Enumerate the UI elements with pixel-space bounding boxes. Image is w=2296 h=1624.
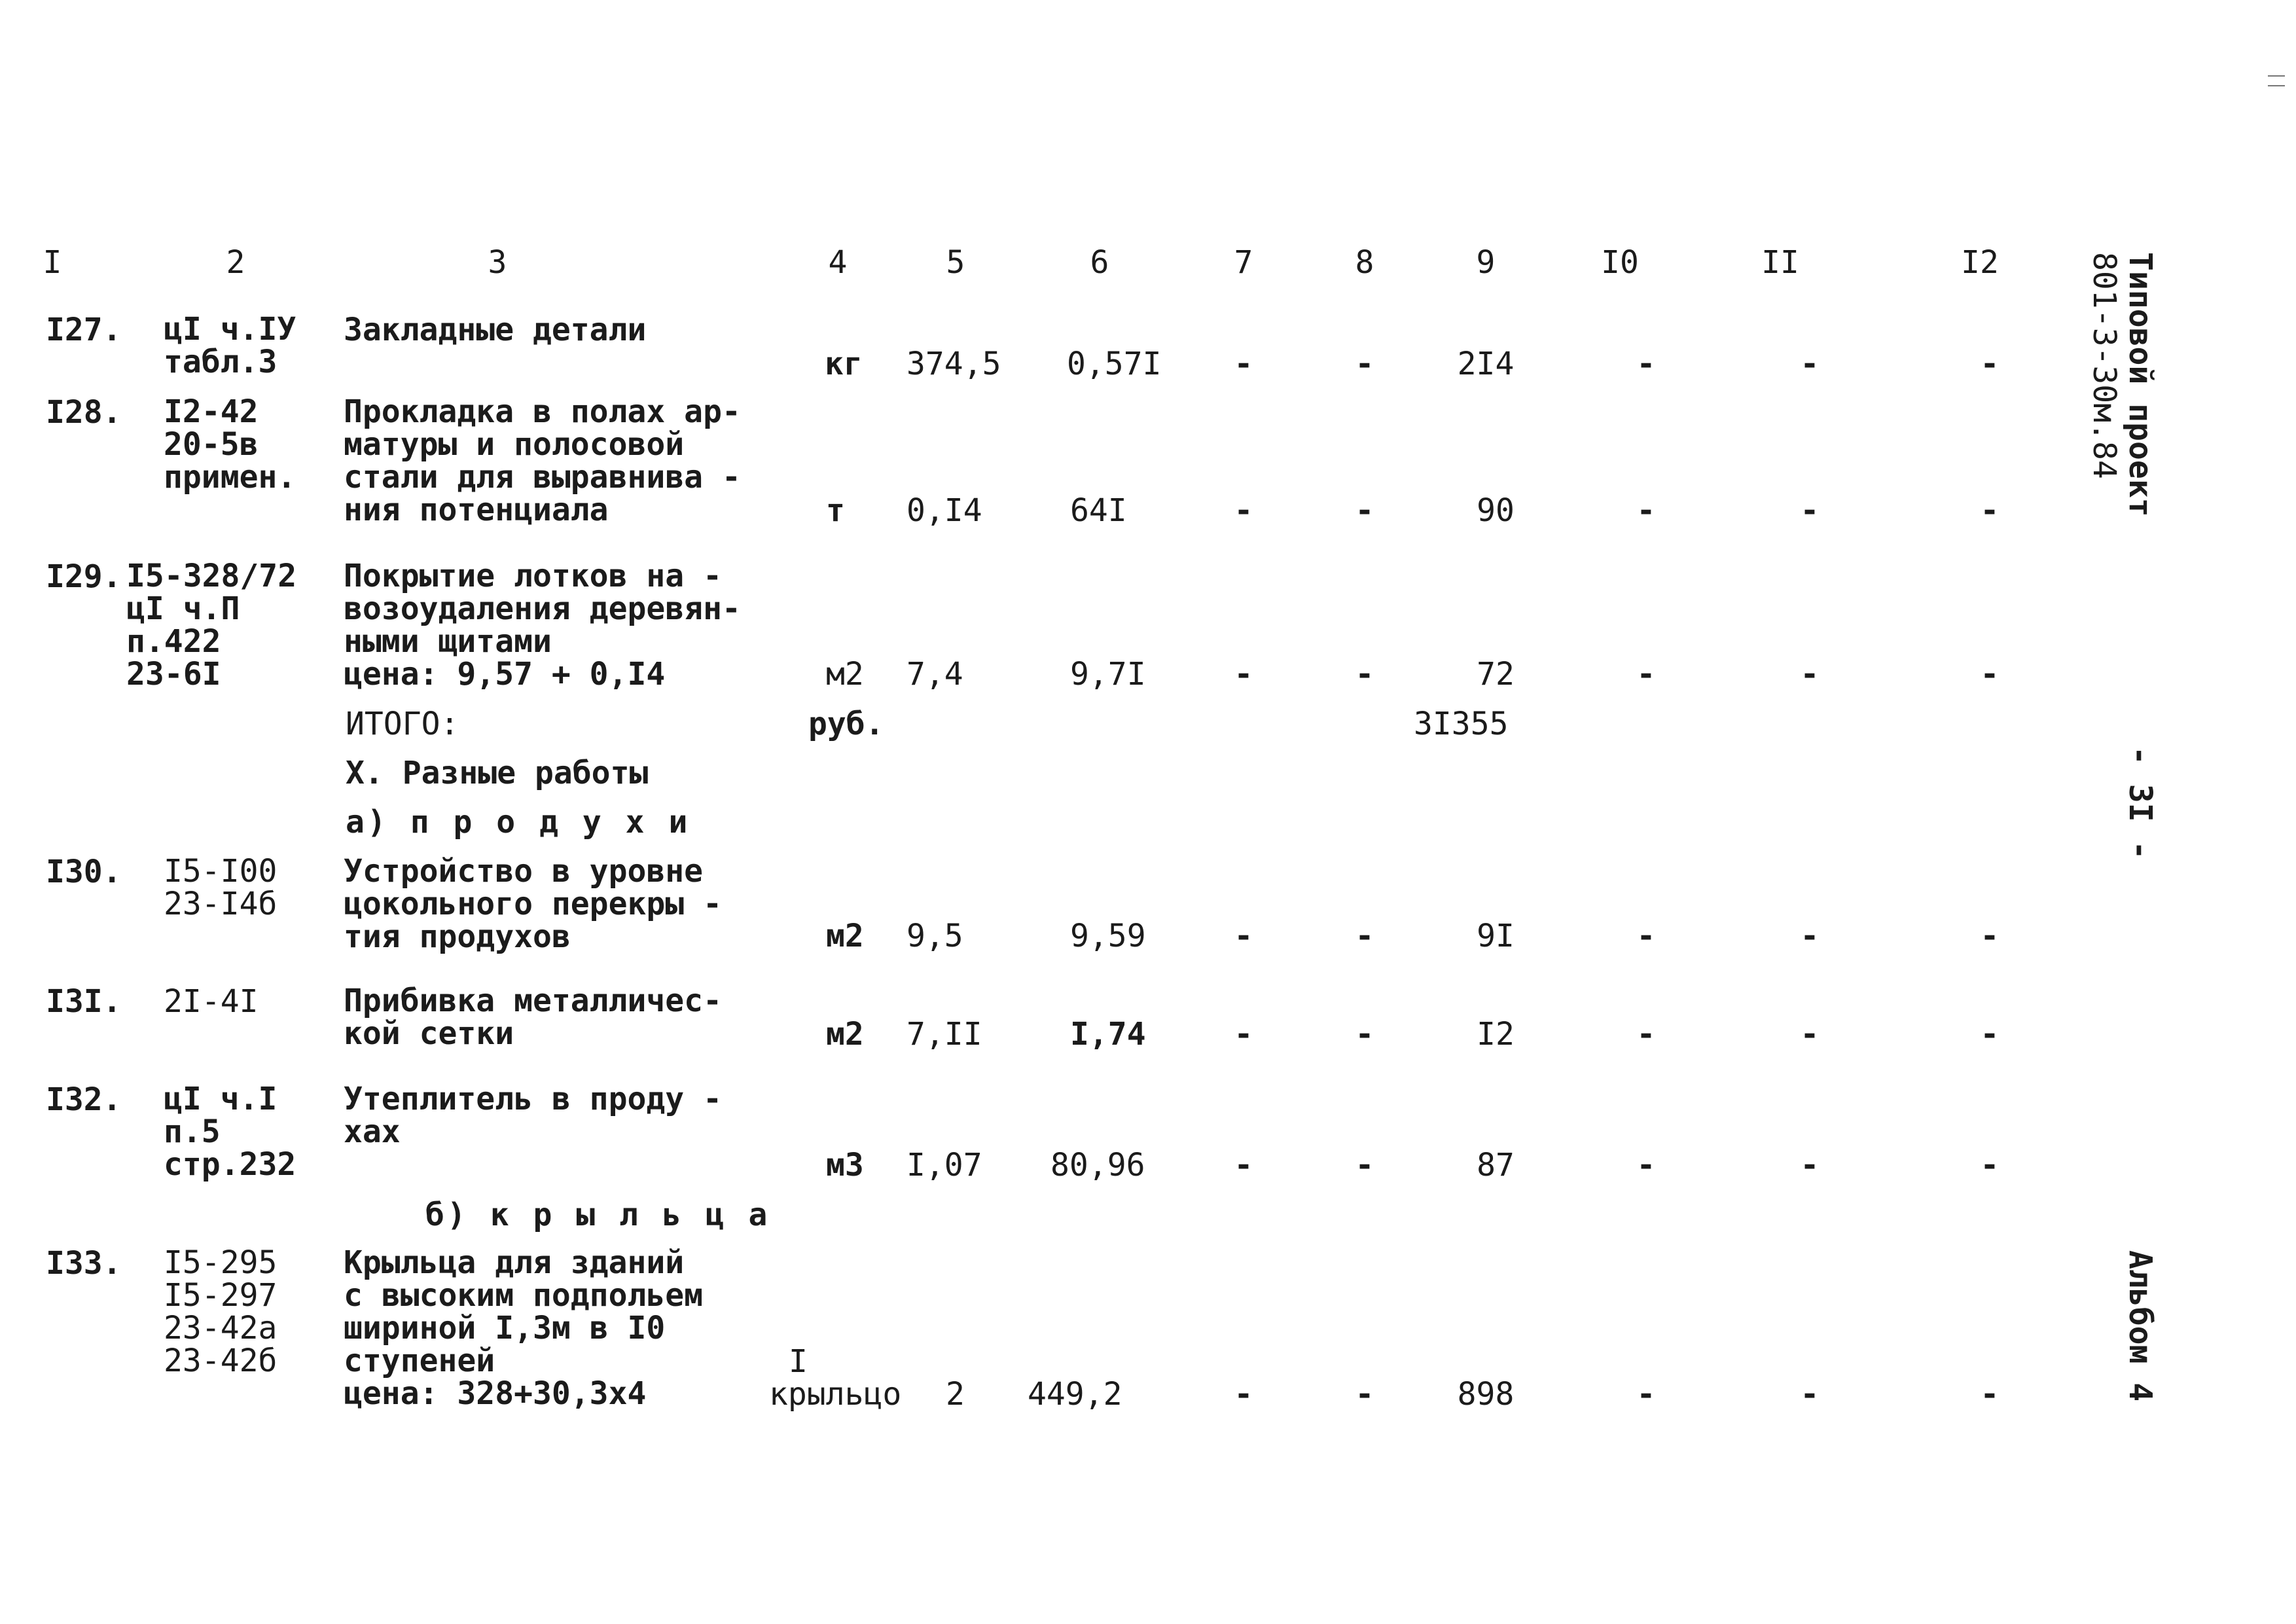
row-quantity: I,07 <box>906 1147 982 1183</box>
row-col7: - <box>1234 346 1253 382</box>
row-col8: - <box>1355 918 1374 954</box>
row-total: 2I4 <box>1457 346 1515 382</box>
row-code: I5-I00 23-I4б <box>164 853 278 922</box>
row-code: цI ч.IУ табл.3 <box>164 311 296 380</box>
row-number: I32. <box>46 1081 122 1118</box>
row-col12: - <box>1980 918 2000 954</box>
row-unit: кг <box>825 346 863 382</box>
row-col10: - <box>1636 1147 1656 1183</box>
row-description: Прокладка в полах ар- матуры и полосовой стали для выравнива - ния потенциала <box>344 393 741 528</box>
header-col-5: 5 <box>946 244 965 281</box>
row-col8: - <box>1355 656 1374 693</box>
row-col12: - <box>1980 1147 2000 1183</box>
row-col7: - <box>1234 1016 1253 1053</box>
row-description: Закладные детали <box>344 312 647 348</box>
page-number: - 3I - <box>2122 746 2159 860</box>
row-col10: - <box>1636 492 1656 529</box>
row-description: Покрытие лотков на - возоудаления деревян- ными щитами цена: 9,57 + 0,I4 <box>344 558 741 693</box>
row-quantity: 2 <box>946 1376 965 1413</box>
row-col7: - <box>1234 1147 1253 1183</box>
row-unit: м3 <box>826 1147 864 1183</box>
row-col12: - <box>1980 346 2000 382</box>
row-col10: - <box>1636 1016 1656 1053</box>
row-col12: - <box>1980 1016 2000 1053</box>
subsection-heading: а) п р о д у х и <box>346 804 691 840</box>
row-total: 9I <box>1477 918 1515 954</box>
row-col8: - <box>1355 346 1374 382</box>
row-code: I2-42 20-5в примен. <box>164 393 296 496</box>
row-col10: - <box>1636 1376 1656 1413</box>
header-col-12: I2 <box>1961 244 1999 281</box>
row-description: Устройство в уровне цокольного перекры - тия продухов <box>344 853 722 955</box>
row-number: I3I. <box>46 983 122 1020</box>
row-quantity: 7,4 <box>906 656 963 693</box>
row-unit: м2 <box>826 1016 864 1053</box>
row-col12: - <box>1980 1376 2000 1413</box>
row-description: Утеплитель в проду - хах <box>344 1081 722 1150</box>
row-description: Крыльца для зданий с высоким подпольем шириной I,3м в I0 ступеней цена: 328+30,3х4 <box>344 1244 704 1412</box>
row-code: цI ч.I п.5 стр.232 <box>164 1081 296 1183</box>
row-col11: - <box>1800 492 1820 529</box>
total-value: 3I355 <box>1414 706 1509 742</box>
header-col-11: II <box>1761 244 1799 281</box>
row-col7: - <box>1234 918 1253 954</box>
row-total: 72 <box>1477 656 1515 693</box>
row-col7: - <box>1234 656 1253 693</box>
row-unit-price: 9,7I <box>1070 656 1146 693</box>
row-unit-count: I <box>789 1343 808 1380</box>
row-total: 898 <box>1457 1376 1515 1413</box>
row-unit-price: 80,96 <box>1050 1147 1145 1183</box>
subsection-heading: б) к р ы л ь ц а <box>425 1197 770 1233</box>
row-total: I2 <box>1477 1016 1515 1053</box>
album-label: Альбом 4 <box>2122 1250 2159 1402</box>
row-number: I27. <box>46 312 122 348</box>
row-quantity: 374,5 <box>906 346 1001 382</box>
row-number: I29. <box>46 558 122 595</box>
row-unit-price: I,74 <box>1070 1016 1146 1053</box>
header-col-6: 6 <box>1090 244 1109 281</box>
row-unit-price: 9,59 <box>1070 918 1146 954</box>
row-col11: - <box>1800 346 1820 382</box>
row-col10: - <box>1636 918 1656 954</box>
header-col-4: 4 <box>828 244 848 281</box>
total-label: ИТОГО: <box>346 706 459 742</box>
row-unit-price: 449,2 <box>1028 1376 1122 1413</box>
row-col10: - <box>1636 346 1656 382</box>
row-col11: - <box>1800 1016 1820 1053</box>
header-col-2: 2 <box>226 244 245 281</box>
header-col-9: 9 <box>1476 244 1496 281</box>
scan-mark <box>2268 85 2285 86</box>
row-col7: - <box>1234 1376 1253 1413</box>
row-unit: т <box>826 492 845 529</box>
row-code: 2I-4I <box>164 983 259 1020</box>
header-col-1: I <box>43 244 62 281</box>
row-col11: - <box>1800 1147 1820 1183</box>
header-col-10: I0 <box>1601 244 1639 281</box>
row-col7: - <box>1234 492 1253 529</box>
header-col-7: 7 <box>1234 244 1253 281</box>
section-heading: X. Разные работы <box>346 755 649 791</box>
row-col8: - <box>1355 1016 1374 1053</box>
row-col8: - <box>1355 492 1374 529</box>
scan-mark <box>2268 75 2285 77</box>
row-col8: - <box>1355 1147 1374 1183</box>
project-number: 801-3-30м.84 <box>2086 252 2123 479</box>
row-unit-price: 0,57I <box>1067 346 1162 382</box>
row-total: 87 <box>1477 1147 1515 1183</box>
row-unit: м2 <box>826 918 864 954</box>
row-col11: - <box>1800 656 1820 693</box>
header-col-8: 8 <box>1355 244 1374 281</box>
row-number: I30. <box>46 854 122 890</box>
total-unit: руб. <box>808 706 884 742</box>
row-number: I28. <box>46 394 122 431</box>
row-code: I5-328/72 цI ч.П п.422 23-6I <box>126 558 297 693</box>
row-quantity: 0,I4 <box>906 492 982 529</box>
row-col12: - <box>1980 492 2000 529</box>
row-col11: - <box>1800 918 1820 954</box>
row-col10: - <box>1636 656 1656 693</box>
row-code: I5-295 I5-297 23-42а 23-42б <box>164 1244 278 1379</box>
project-title: Типовой проект <box>2122 252 2159 517</box>
row-quantity: 9,5 <box>906 918 963 954</box>
row-number: I33. <box>46 1245 122 1282</box>
row-quantity: 7,II <box>906 1016 982 1053</box>
row-total: 90 <box>1477 492 1515 529</box>
row-unit: м2 <box>826 656 864 693</box>
row-col11: - <box>1800 1376 1820 1413</box>
row-col8: - <box>1355 1376 1374 1413</box>
row-col12: - <box>1980 656 2000 693</box>
row-unit-price: 64I <box>1070 492 1127 529</box>
row-unit: крыльцо <box>769 1376 902 1413</box>
header-col-3: 3 <box>488 244 507 281</box>
row-description: Прибивка металличес- кой сетки <box>344 983 722 1052</box>
